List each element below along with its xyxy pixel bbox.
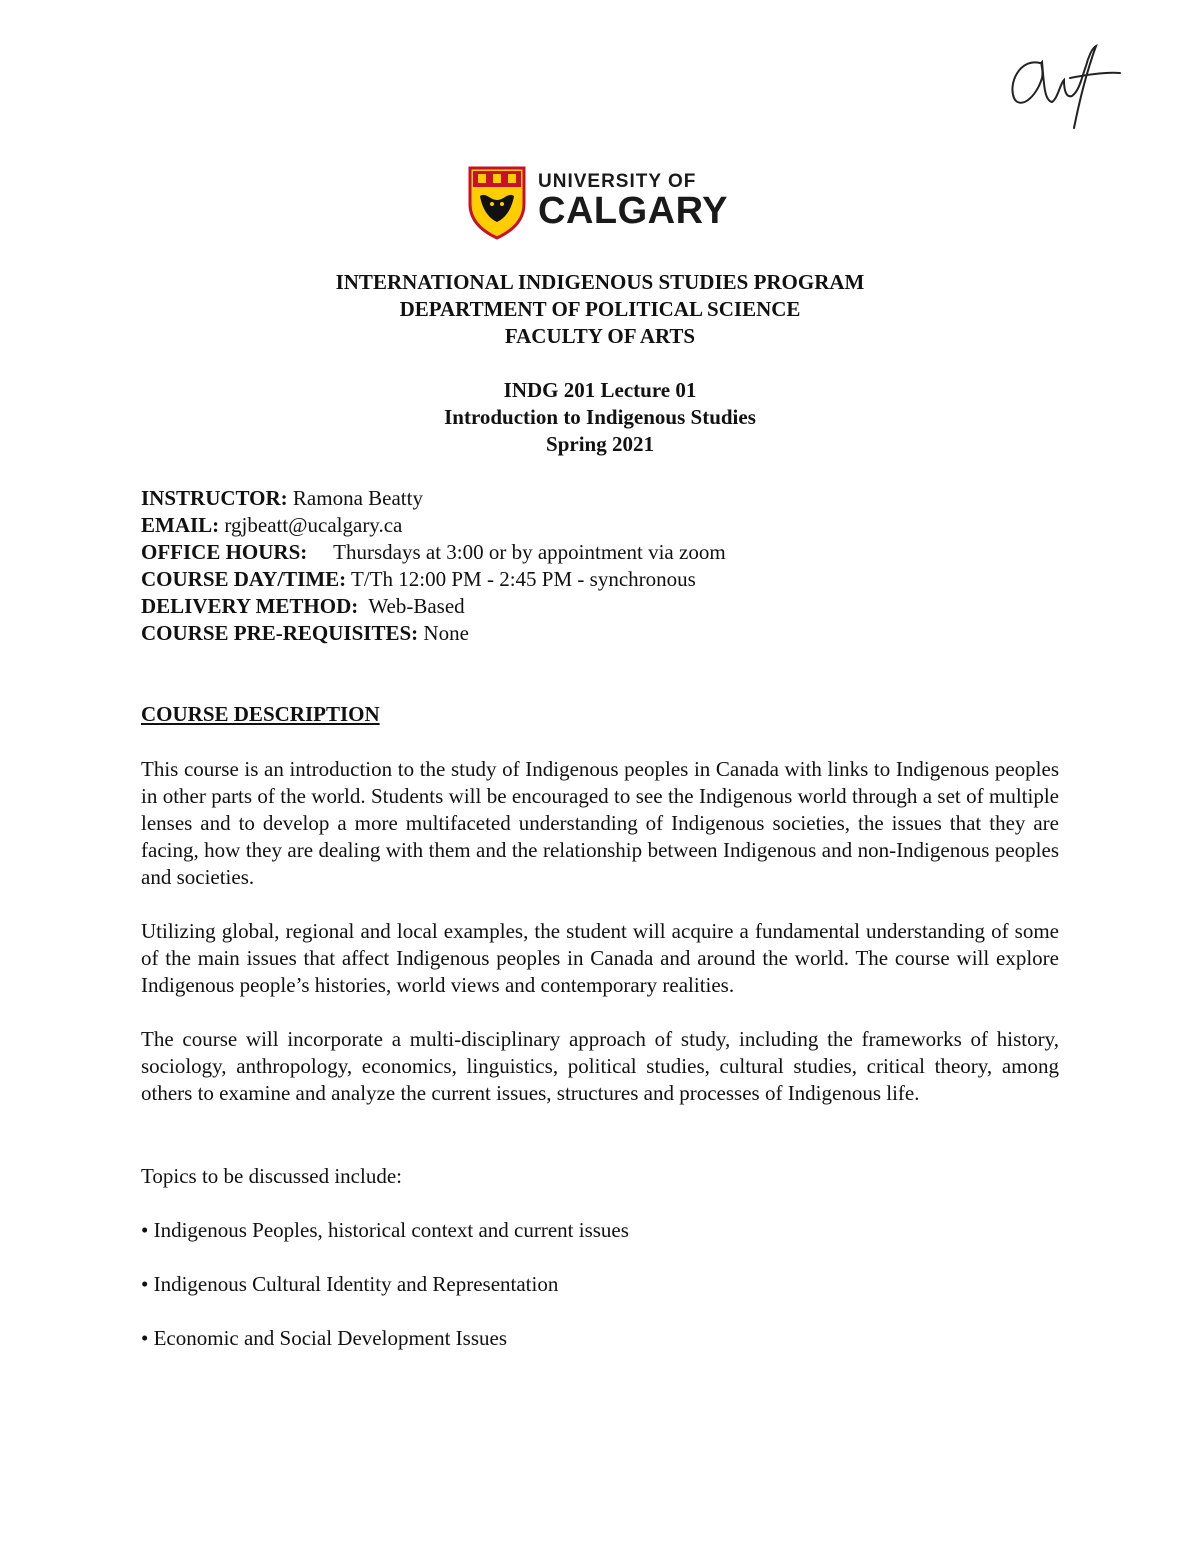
logo-line-2: CALGARY: [538, 190, 728, 232]
email-value: rgjbeatt@ucalgary.ca: [224, 513, 403, 537]
prerequisites-value: None: [423, 621, 469, 645]
description-paragraph-3: The course will incorporate a multi-disciplinary approach of study, including the frameworks of history, sociology, anthropology, economics, linguistics, political studies, cultural studies, critical theory, among others to examine and analyze the current issues, structures and processes of Indigenous life.: [141, 1027, 1059, 1105]
email-label: EMAIL:: [141, 513, 220, 537]
instructor-label: INSTRUCTOR:: [141, 486, 288, 510]
prerequisites-label: COURSE PRE-REQUISITES:: [141, 621, 419, 645]
list-item: • Indigenous Peoples, historical context and current issues: [141, 1218, 629, 1242]
office-hours-label: OFFICE HOURS:: [141, 540, 308, 564]
delivery-method-row: [141, 593, 726, 620]
course-daytime-value: T/Th 12:00 PM - 2:45 PM - synchronous: [351, 567, 696, 591]
prerequisites-row: [141, 620, 726, 647]
topics-list: [141, 1217, 629, 1379]
department-name: DEPARTMENT OF POLITICAL SCIENCE: [399, 297, 801, 321]
course-term: Spring 2021: [546, 432, 654, 456]
course-code: INDG 201 Lecture 01: [503, 378, 697, 402]
office-hours-value: Thursdays at 3:00 or by appointment via zoom: [333, 540, 726, 564]
course-daytime-row: [141, 566, 726, 593]
faculty-name: FACULTY OF ARTS: [504, 324, 696, 348]
course-block: [0, 377, 1200, 458]
course-description-heading: COURSE DESCRIPTION: [141, 702, 380, 726]
university-logo: [468, 166, 738, 244]
handwritten-signature: [1000, 28, 1130, 138]
instructor-row: [141, 485, 726, 512]
topics-intro: Topics to be discussed include:: [141, 1164, 402, 1188]
list-item: • Economic and Social Development Issues: [141, 1326, 508, 1350]
logo-line-1: UNIVERSITY OF: [538, 171, 697, 192]
header-block: [0, 269, 1200, 350]
description-paragraph-2: Utilizing global, regional and local examples, the student will acquire a fundamental understanding of some of the main issues that affect Indigenous peoples in Canada and around the world. The course will explore Indigenous people’s histories, world views and contemporary realities.: [141, 919, 1059, 997]
delivery-method-label: DELIVERY METHOD:: [141, 594, 359, 618]
instructor-value: Ramona Beatty: [292, 486, 423, 510]
email-row: [141, 512, 726, 539]
university-crest-icon: [468, 166, 526, 240]
delivery-method-value: Web-Based: [368, 594, 465, 618]
list-item: • Indigenous Cultural Identity and Representation: [141, 1272, 559, 1296]
course-title: Introduction to Indigenous Studies: [444, 405, 756, 429]
description-paragraph-1: This course is an introduction to the study of Indigenous peoples in Canada with links to Indigenous peoples in other parts of the world. Students will be encouraged to see the Indigenous world through a set of multiple lenses and to develop a more multifaceted understanding of Indigenous societies, the issues that they are facing, how they are dealing with them and the relationship between Indigenous and non-Indigenous peoples and societies.: [141, 757, 1059, 889]
course-daytime-label: COURSE DAY/TIME:: [141, 567, 347, 591]
office-hours-row: [141, 539, 726, 566]
course-info: [141, 485, 726, 647]
program-name: INTERNATIONAL INDIGENOUS STUDIES PROGRAM: [335, 270, 865, 294]
